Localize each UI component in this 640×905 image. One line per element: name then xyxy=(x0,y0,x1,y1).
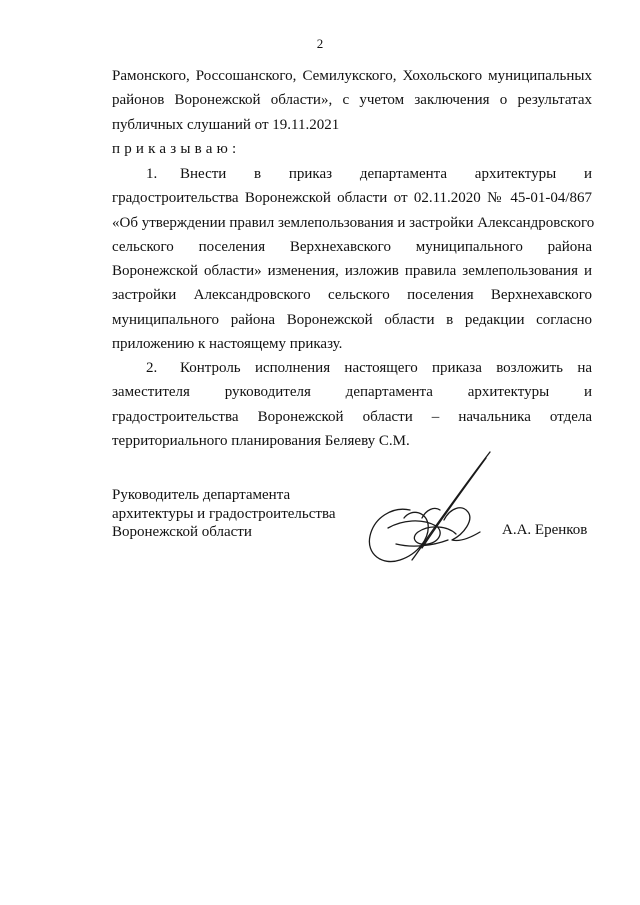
text-line: сельского поселения Верхнехавского муниципального района xyxy=(112,238,592,255)
item-1-number: 1. xyxy=(146,166,158,182)
handwritten-signature xyxy=(352,448,502,578)
text-line: приложению к настоящему приказу. xyxy=(112,336,343,353)
item-2-number: 2. xyxy=(146,360,158,376)
text-line: градостроительства Воронежской области – начальника отдела xyxy=(112,408,592,425)
text-line-first xyxy=(112,162,592,186)
text-line: муниципального района Воронежской области в редакции согласно xyxy=(112,311,592,328)
text-line: публичных слушаний от 19.11.2021 xyxy=(112,116,340,133)
item-2-first-text: Контроль исполнения настоящего приказа возложить на xyxy=(180,360,592,376)
position-line: Воронежской области xyxy=(112,524,252,541)
item-2-paragraph xyxy=(112,356,592,453)
intro-paragraph xyxy=(112,64,592,161)
position-line: Руководитель департамента xyxy=(112,487,291,503)
text-line: «Об утверждении правил землепользования и застройки Александровского xyxy=(112,214,595,231)
signatory-position xyxy=(112,486,335,542)
text-line: градостроительства Воронежской области от 02.11.2020 № 45-01-04/867 xyxy=(112,190,592,207)
text-line: территориального планирования Беляеву С.М. xyxy=(112,432,410,449)
signatory-name: А.А. Еренков xyxy=(502,522,588,538)
text-line: районов Воронежской области», с учетом заключения о результатах xyxy=(112,92,592,109)
item-1-paragraph xyxy=(112,162,595,356)
prikazyvayu-word: приказываю: xyxy=(112,140,241,157)
text-line: Воронежской области» изменения, изложив правила землепользования и xyxy=(112,263,592,280)
text-line: застройки Александровского сельского поселения Верхнехавского xyxy=(112,287,592,304)
text-line-first xyxy=(112,356,592,380)
position-line: архитектуры и градостроительства xyxy=(112,505,336,522)
item-1-first-text: Внести в приказ департамента архитектуры и xyxy=(180,166,592,182)
page-number: 2 xyxy=(316,36,324,51)
text-line: заместителя руководителя департамента архитектуры и xyxy=(112,384,592,401)
text-line: Рамонского, Россошанского, Семилукского, Хохольского муниципальных xyxy=(112,68,592,84)
